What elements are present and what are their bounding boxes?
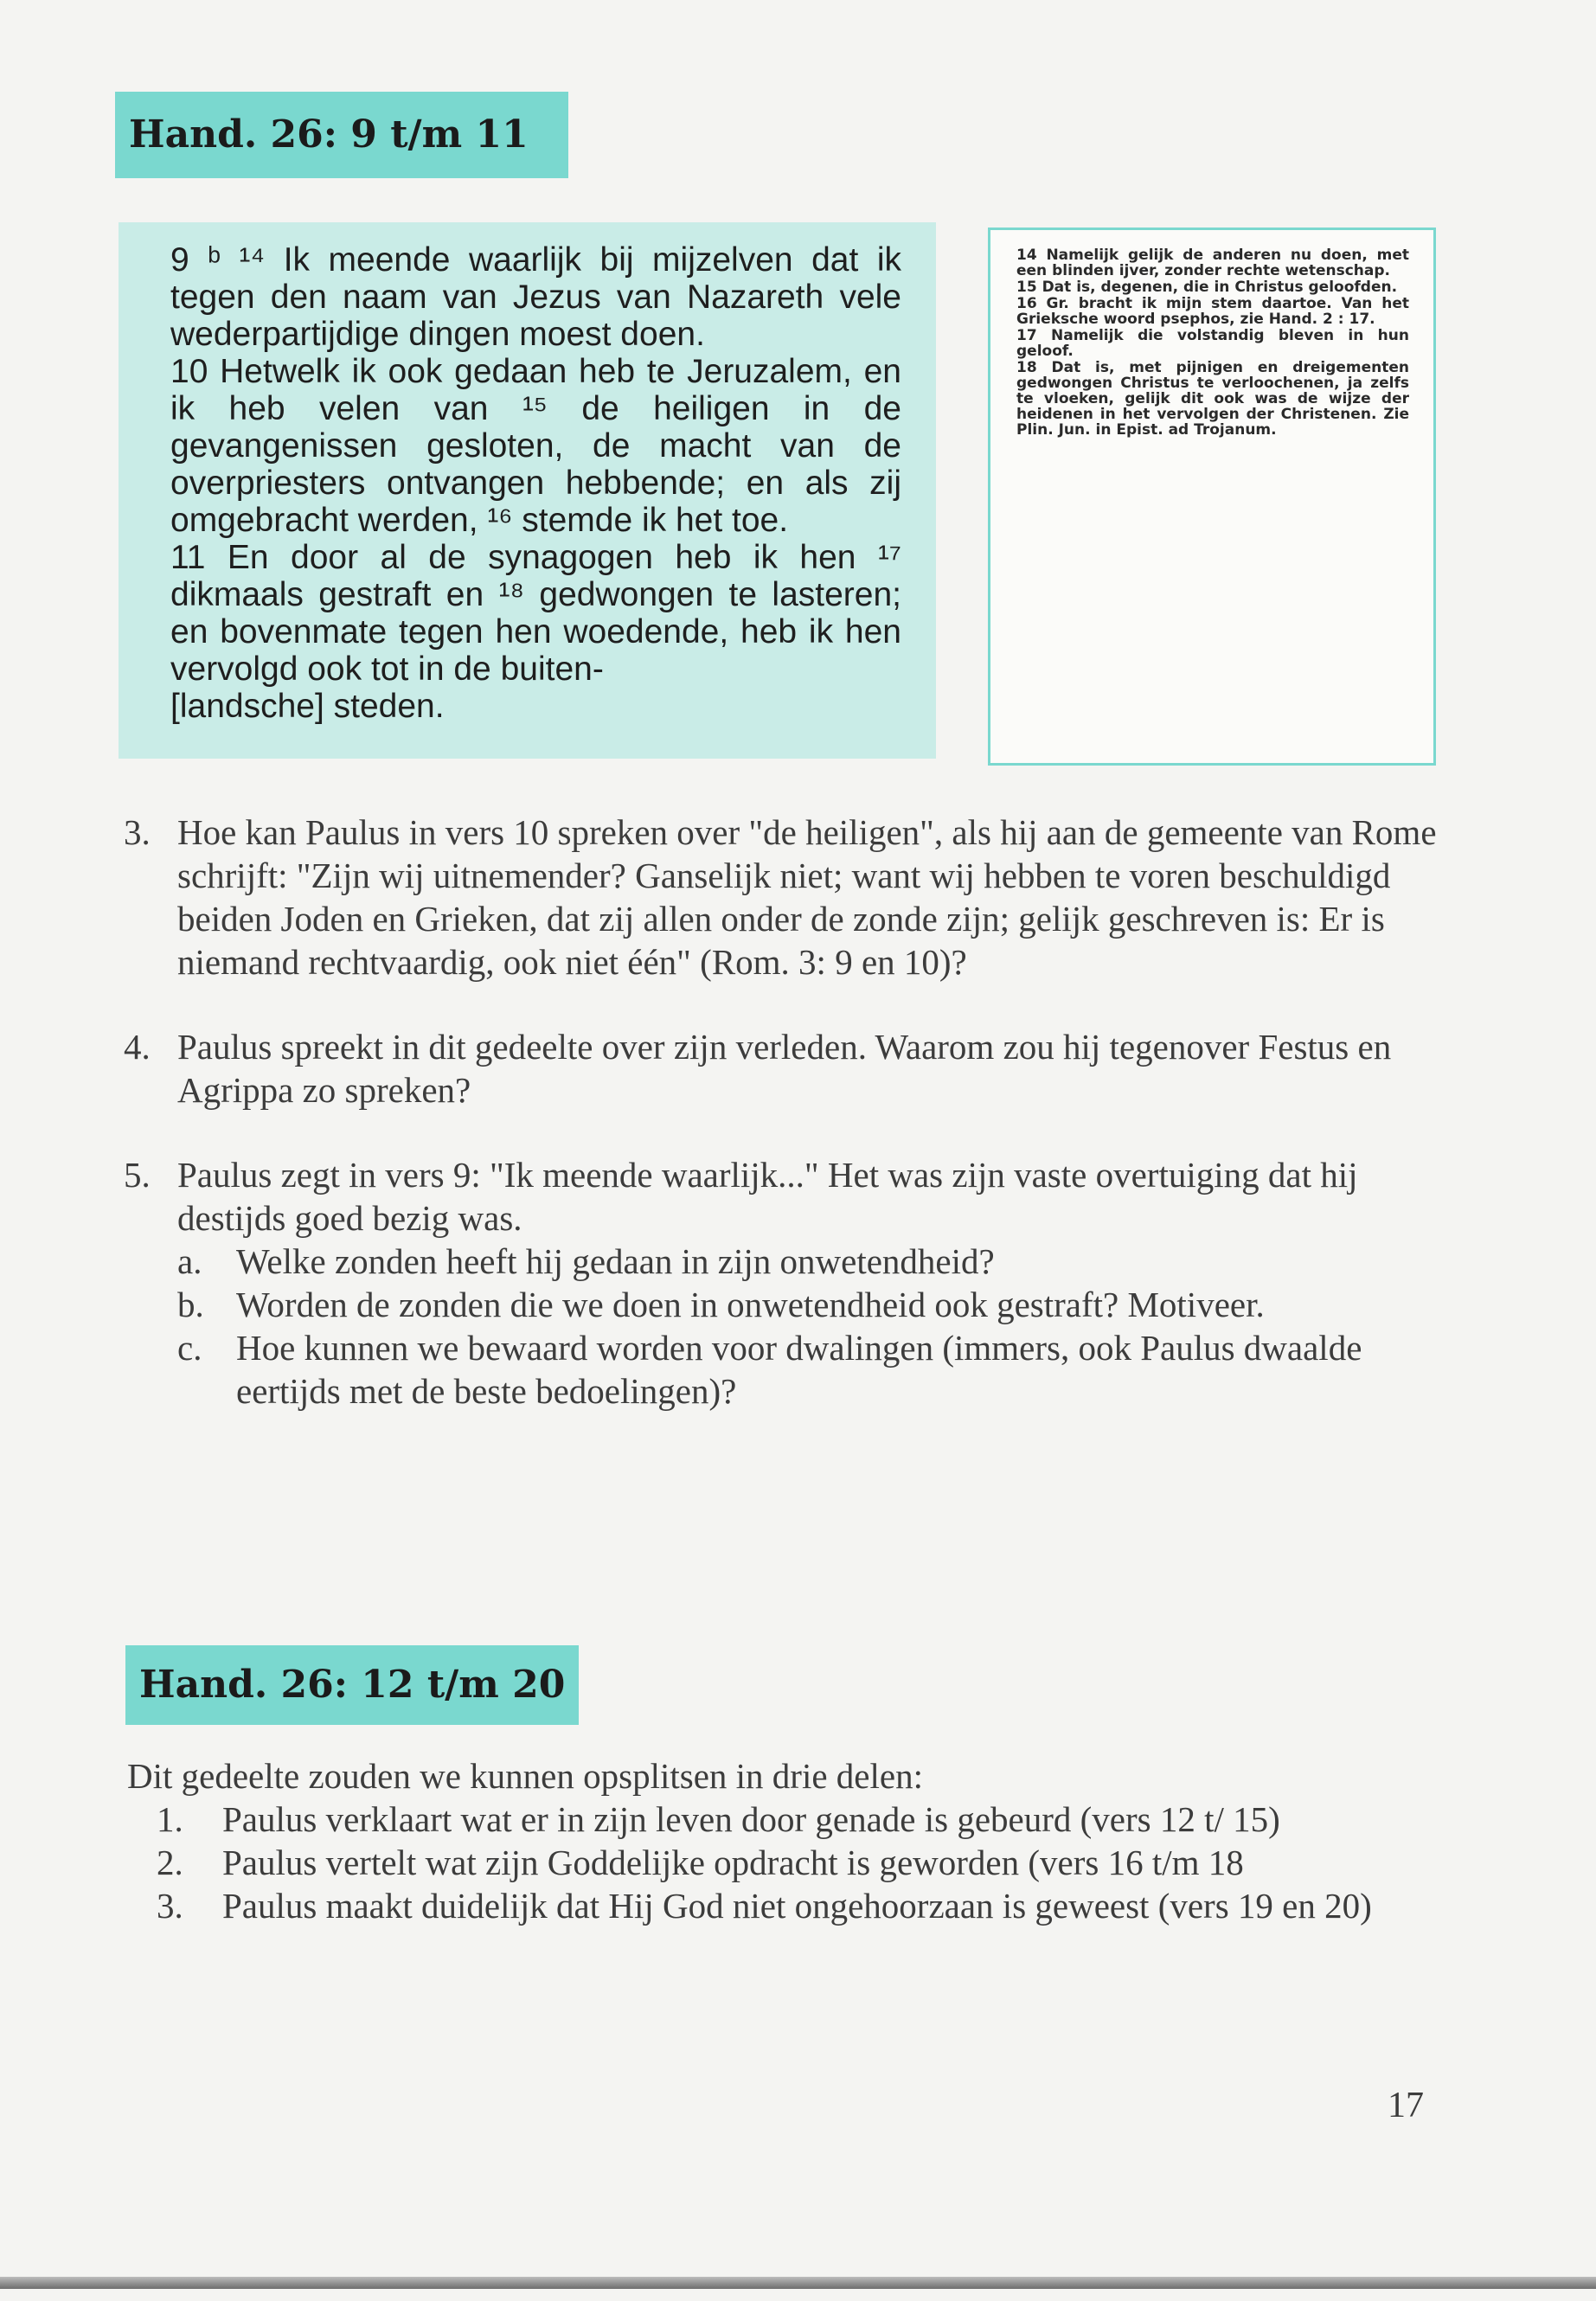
question-number: 4. (124, 1027, 151, 1067)
question-number: 3. (124, 812, 151, 852)
verse: 9 ᵇ ¹⁴ Ik meende waarlijk bij mijzelven dat ik tegen den naam van Jezus van Nazareth vele wederpartijdige dingen moest doen. (170, 241, 901, 353)
list-text: Paulus maakt duidelijk dat Hij God niet ongehoorzaan is geweest (vers 19 en 20) (222, 1886, 1372, 1926)
section-heading: Hand. 26: 12 t/m 20 (125, 1645, 579, 1725)
verse: 10 Hetwelk ik ook gedaan heb te Jeruzalem, en ik heb velen van ¹⁵ de heiligen in de gevangenissen gesloten, de macht van de overpriesters ontvangen hebbende; en als zij omgebracht werden, ¹⁶ stemde ik het toe. (170, 353, 901, 539)
list-item (127, 1798, 1442, 1841)
sub-question-text: Hoe kunnen we bewaard worden voor dwalingen (immers, ook Paulus dwaalde eertijds met de beste bedoelingen)? (236, 1328, 1362, 1411)
section-intro (127, 1754, 1442, 1927)
question-list (124, 811, 1447, 1413)
question-item (124, 1153, 1447, 1413)
sub-question-label: a. (177, 1241, 202, 1281)
list-text: Paulus verklaart wat er in zijn leven door genade is gebeurd (vers 12 t/ 15) (222, 1799, 1280, 1839)
question-text: Paulus zegt in vers 9: "Ik meende waarlijk..." Het was zijn vaste overtuiging dat hij destijds goed bezig was. (177, 1155, 1358, 1238)
footnote: 15 Dat is, degenen, die in Christus geloofden. (1016, 279, 1398, 296)
question-text: Paulus spreekt in dit gedeelte over zijn verleden. Waarom zou hij tegenover Festus en Agrippa zo spreken? (177, 1027, 1392, 1110)
verse: 11 En door al de synagogen heb ik hen ¹⁷ dikmaals gestraft en ¹⁸ gedwongen te lasteren; en bovenmate tegen hen woedende, heb ik hen vervolgd ook tot in de buiten- (170, 539, 901, 688)
sub-question (124, 1326, 1447, 1413)
footnote: 18 Dat is, met pijnigen en dreigementen gedwongen Christus te verloochenen, ja zelfs te vloeken, gelijk dit ook was de wijze der heidenen in het vervolgen der Christenen. Zie Plin. Jun. in Epist. ad Trojanum. (1016, 359, 1409, 439)
question-number: 5. (124, 1155, 151, 1195)
question-text: Hoe kan Paulus in vers 10 spreken over "de heiligen", als hij aan de gemeente van Rome schrijft: "Zijn wij uitnemender? Ganselijk niet; want wij hebben te voren beschuldigd beiden Joden en Grieken, dat zij allen onder de zonde zijn; gelijk geschreven is: Er is niemand rechtvaardig, ook niet één" (Rom. 3: 9 en 10)? (177, 812, 1437, 982)
section-heading: Hand. 26: 9 t/m 11 (115, 92, 568, 178)
sub-question-label: c. (177, 1328, 202, 1368)
footnote: 16 Gr. bracht ik mijn stem daartoe. Van het Grieksche woord psephos, zie Hand. 2 : 17. (1016, 295, 1409, 328)
list-number: 1. (157, 1799, 183, 1839)
sub-question (124, 1240, 1447, 1283)
sub-question-text: Welke zonden heeft hij gedaan in zijn onwetendheid? (236, 1241, 995, 1281)
sub-question-list (124, 1240, 1447, 1413)
list-text: Paulus vertelt wat zijn Goddelijke opdracht is geworden (vers 16 t/m 18 (222, 1843, 1244, 1882)
question-item (124, 1025, 1447, 1112)
verse: [landsche] steden. (170, 688, 445, 725)
bottom-edge (0, 2277, 1596, 2289)
sub-question (124, 1283, 1447, 1326)
intro-text: Dit gedeelte zouden we kunnen opsplitsen in drie delen: (127, 1756, 923, 1796)
footnotes-box (988, 228, 1436, 766)
list-item (127, 1884, 1442, 1927)
sub-question-text: Worden de zonden die we doen in onwetendheid ook gestraft? Motiveer. (236, 1285, 1265, 1324)
footnote: 17 Namelijk die volstandig bleven in hun geloof. (1016, 327, 1409, 360)
sub-question-label: b. (177, 1285, 204, 1324)
footnote: 14 Namelijk gelijk de anderen nu doen, met een blinden ijver, zonder rechte wetenschap. (1016, 247, 1409, 279)
page-number: 17 (1388, 2086, 1424, 2125)
list-number: 3. (157, 1886, 183, 1926)
scripture-passage (119, 222, 936, 759)
list-number: 2. (157, 1843, 183, 1882)
parts-list (127, 1798, 1442, 1927)
question-item (124, 811, 1447, 984)
list-item (127, 1841, 1442, 1884)
